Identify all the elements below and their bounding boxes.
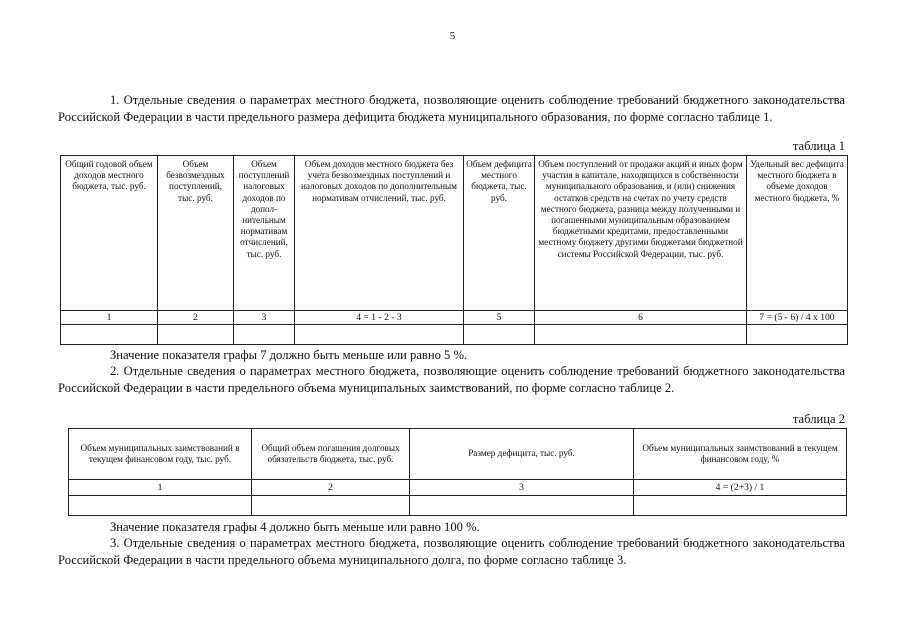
section-2-text: 2. Отдельные сведения о параметрах местного бюджета, позволяющие оценить соблюдение требований бюджетного законодательства Российской Федерации в части предельного объема муниципальных заимствований, по форме согласно таблице 2. xyxy=(58,364,845,395)
table-2-header-row xyxy=(69,429,847,480)
table-1-number-cell: 3 xyxy=(234,311,295,325)
table-2-number-cell: 2 xyxy=(252,480,410,496)
page-number: 5 xyxy=(449,30,456,42)
table-1-empty-cell xyxy=(747,325,848,345)
table-1-number-cell: 4 = 1 - 2 - 3 xyxy=(295,311,464,325)
table-2-header-cell: Общий объем погашения долговых обязательств бюджета, тыс. руб. xyxy=(252,429,410,480)
table-1-caption: таблица 1 xyxy=(792,139,845,153)
table-1-header-cell: Общий годовой объем доходов местного бюджета, тыс. руб. xyxy=(61,156,158,311)
table-1-empty-cell xyxy=(158,325,234,345)
table-1-header-cell: Объем поступлений от продажи акций и иных форм участия в капитале, находящихся в собственности муниципального образования, и (или) снижения остатков средств на счетах по учету средств местного бюджета, разница между полученными и погашенными муниципальным образованием бюджетными кредитами, предоставленными местному бюджету другими бюджетами бюджетной системы Российской Федерации, тыс. руб. xyxy=(535,156,747,311)
table-2-empty-row xyxy=(69,496,847,516)
table-1-header-cell: Удельный вес дефицита местного бюджета в объеме доходов местного бюджета, % xyxy=(747,156,848,311)
table-2-header-cell: Размер дефицита, тыс. руб. xyxy=(410,429,634,480)
table-1-header-cell: Объем доходов местного бюджета без учета безвозмездных поступлений и налоговых доходов по дополнительным нормативам отчислений, тыс. руб. xyxy=(295,156,464,311)
table-1-header-cell: Объем безвозмездных поступлений, тыс. руб. xyxy=(158,156,234,311)
section-3-text: 3. Отдельные сведения о параметрах местного бюджета, позволяющие оценить соблюдение требований бюджетного законодательства Российской Федерации в части предельного объема муниципального долга, по форме согласно таблице 3. xyxy=(58,536,845,567)
section-3-paragraph xyxy=(58,535,845,568)
table-2-header-cell: Объем муниципальных заимствований в текущем финансовом году, % xyxy=(634,429,847,480)
table-1-empty-cell xyxy=(295,325,464,345)
table-1-number-cell: 2 xyxy=(158,311,234,325)
table-1-header-row xyxy=(61,156,848,311)
table-1-header-cell: Объем дефицита местного бюджета, тыс. руб. xyxy=(464,156,535,311)
table-1-empty-cell xyxy=(535,325,747,345)
table-1-empty-cell xyxy=(61,325,158,345)
table-2-empty-cell xyxy=(634,496,847,516)
table-1-number-cell: 5 xyxy=(464,311,535,325)
table-2-number-cell: 1 xyxy=(69,480,252,496)
table-1-number-row xyxy=(61,311,848,325)
table-2 xyxy=(68,428,847,516)
table-2-empty-cell xyxy=(69,496,252,516)
table-1-number-cell: 6 xyxy=(535,311,747,325)
table-1-number-cell: 1 xyxy=(61,311,158,325)
table-1 xyxy=(60,155,848,345)
table-1-header-cell: Объем поступлений налоговых доходов по допол-нительным нормативам отчислений, тыс. руб. xyxy=(234,156,295,311)
table-2-caption: таблица 2 xyxy=(792,412,845,426)
note-2: Значение показателя графы 4 должно быть меньше или равно 100 %. xyxy=(110,520,480,534)
table-2-empty-cell xyxy=(252,496,410,516)
section-2-paragraph xyxy=(58,363,845,396)
table-2-number-cell: 4 = (2+3) / 1 xyxy=(634,480,847,496)
section-1-text: 1. Отдельные сведения о параметрах местного бюджета, позволяющие оценить соблюдение требований бюджетного законодательства Российской Федерации в части предельного размера дефицита бюджета муниципального образования, по форме согласно таблице 1. xyxy=(58,93,845,124)
table-1-empty-cell xyxy=(464,325,535,345)
table-2-header-cell: Объем муниципальных заимствований в текущем финансовом году, тыс. руб. xyxy=(69,429,252,480)
table-2-number-row xyxy=(69,480,847,496)
section-1-paragraph xyxy=(58,92,845,125)
table-1-empty-cell xyxy=(234,325,295,345)
table-2-number-cell: 3 xyxy=(410,480,634,496)
table-1-empty-row xyxy=(61,325,848,345)
table-2-empty-cell xyxy=(410,496,634,516)
table-1-number-cell: 7 = (5 - 6) / 4 x 100 xyxy=(747,311,848,325)
note-1: Значение показателя графы 7 должно быть меньше или равно 5 %. xyxy=(110,348,468,362)
